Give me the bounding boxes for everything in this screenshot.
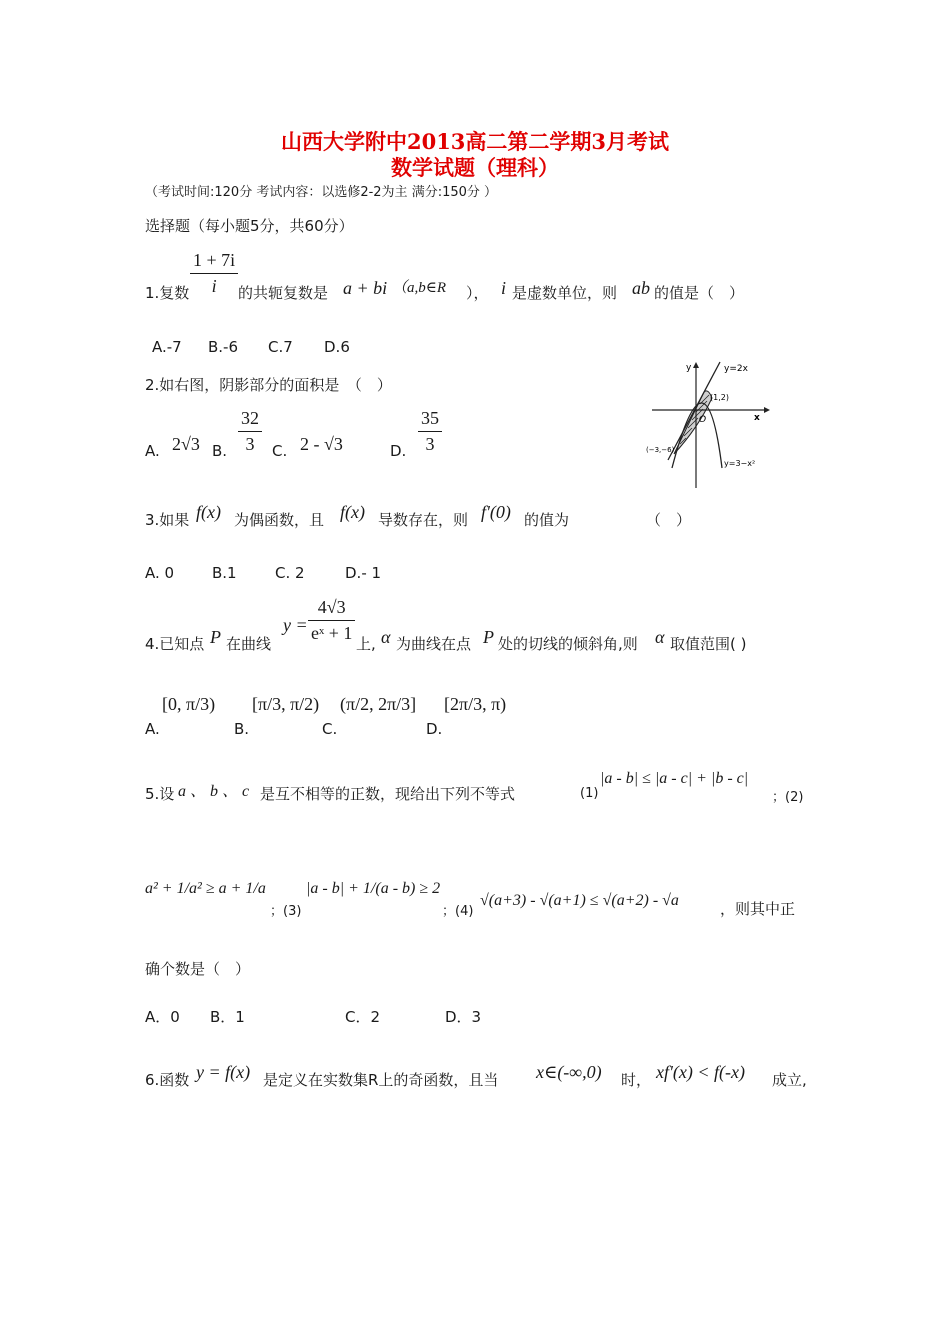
- q2-option-c-label: C.: [272, 442, 288, 460]
- q2-option-b-label: B.: [212, 442, 228, 460]
- q5-option-b: B．1: [210, 1008, 245, 1026]
- q1-expr1: a + bi: [343, 278, 388, 298]
- q2-label-y: y: [686, 363, 692, 373]
- q2-option-c-value: 2 - √3: [300, 434, 343, 454]
- q3-bracket: （ ）: [646, 511, 692, 529]
- q1-expr3: i: [501, 278, 507, 298]
- q2-option-d-den: 3: [425, 434, 435, 454]
- q5-inequality3: |a - b| + 1/(a - b) ≥ 2: [306, 880, 441, 897]
- q5-option-d: D．3: [445, 1008, 482, 1026]
- q4-text-a: 在曲线: [226, 635, 272, 653]
- q2-y-arrow-icon: [693, 362, 699, 368]
- q4-expr-y: y =: [283, 615, 308, 635]
- q4-alpha: α: [381, 627, 391, 647]
- q4-option-a-label: A.: [145, 720, 160, 738]
- q3-text-a: 为偶函数，且: [234, 511, 325, 529]
- q1-expr4: ab: [632, 278, 650, 298]
- q3-expr3: f'(0): [481, 502, 511, 522]
- q4-option-b-label: B.: [234, 720, 250, 738]
- q1-text-d: 的值是（ ）: [654, 284, 745, 302]
- q4-option-d-label: D.: [426, 720, 443, 738]
- q5-inequality1: |a - b| ≤ |a - c| + |b - c|: [600, 770, 749, 787]
- q1-fraction: [190, 250, 238, 297]
- q3-prefix: 3.如果: [145, 511, 190, 529]
- q2-option-d-label: D.: [390, 442, 407, 460]
- q1-option-d: D.6: [324, 338, 350, 356]
- q1-text-b: ），: [466, 284, 489, 302]
- q1-option-c: C.7: [268, 338, 293, 356]
- q1-text-c: 是虚数单位，则: [512, 284, 618, 302]
- q3-text-b: 导数存在，则: [378, 511, 469, 529]
- q2-shaded-region: [674, 391, 712, 454]
- q5-text-b: 是互不相等的正数，现给出下列不等式: [260, 785, 516, 803]
- q2-label-point1: (1,2): [710, 393, 729, 402]
- q1-frac-num: 1 + 7i: [190, 250, 238, 274]
- q6-text-a: 是定义在实数集R上的奇函数，且当: [263, 1071, 499, 1089]
- q5-text-d: 确个数是（ ）: [145, 960, 251, 978]
- q4-point-p: P: [210, 627, 221, 647]
- q5-inequality4: √(a+3) - √(a+1) ≤ √(a+2) - √a: [480, 892, 679, 909]
- q4-text-b: 上,: [356, 635, 376, 653]
- q2-option-a-value: 2√3: [172, 434, 200, 454]
- q4-text-d: 处的切线的倾斜角,则: [498, 635, 638, 653]
- q2-label-x: x: [754, 413, 760, 423]
- q3-option-d: D.- 1: [345, 564, 382, 582]
- q1-prefix: 1.复数: [145, 284, 190, 302]
- q5-mark1: (1): [580, 786, 599, 801]
- q1-text-a: 的共轭复数是: [238, 284, 329, 302]
- q4-point-p2: P: [483, 627, 494, 647]
- exam-info: （考试时间:120分 考试内容：以选修2-2为主 满分:150分 ）: [145, 185, 498, 200]
- q5-variables: a 、 b 、 c: [178, 783, 250, 800]
- q4-frac-den: eˣ + 1: [311, 623, 353, 643]
- exam-title-line2: 数学试题（理科）: [391, 155, 559, 180]
- q5-option-c: C．2: [345, 1008, 381, 1026]
- q2-label-origin: O: [699, 415, 707, 425]
- q4-text-c: 为曲线在点: [396, 635, 472, 653]
- q2-label-line: y=2x: [724, 364, 748, 374]
- q2-option-b-fraction: [238, 408, 262, 455]
- q4-option-c-label: C.: [322, 720, 338, 738]
- q2-line: [668, 362, 720, 460]
- q1-expr2: （a,b∈R: [392, 280, 447, 296]
- q6-expr1: y = f(x): [196, 1062, 251, 1082]
- q5-prefix: 5.设: [145, 785, 175, 803]
- q1-option-a: A.-7: [152, 338, 182, 356]
- q2-x-arrow-icon: [764, 407, 770, 413]
- q4-alpha2: α: [655, 627, 665, 647]
- q3-option-b: B.1: [212, 564, 237, 582]
- q5-mark3: ；(3): [270, 904, 302, 919]
- q4-text-e: 取值范围( ): [670, 635, 747, 653]
- q4-frac-num: 4√3: [308, 597, 355, 621]
- q4-option-a-value: [0, π/3): [162, 694, 216, 714]
- q3-expr2: f(x): [340, 502, 365, 522]
- q6-prefix: 6.函数: [145, 1071, 190, 1089]
- q6-expr2: x∈(-∞,0): [536, 1062, 602, 1082]
- exam-title-line1: 山西大学附中2013高二第二学期3月考试: [280, 129, 670, 154]
- q6-expr3: xf'(x) < f(-x): [656, 1062, 745, 1082]
- q4-prefix: 4.已知点: [145, 635, 205, 653]
- q1-frac-den: i: [211, 276, 217, 296]
- q5-inequality2: a² + 1/a² ≥ a + 1/a: [145, 880, 266, 897]
- q3-option-a: A. 0: [145, 564, 175, 582]
- q2-option-a-label: A.: [145, 442, 160, 460]
- q5-option-a: A．0: [145, 1008, 180, 1026]
- q3-text-c: 的值为: [524, 511, 570, 529]
- q5-text-c: ，则其中正: [720, 900, 796, 918]
- q2-label-point2: (−3,−6): [646, 446, 675, 454]
- q2-figure: [646, 358, 778, 490]
- section-heading: 选择题（每小题5分，共60分）: [145, 217, 354, 235]
- q6-text-b: 时，: [621, 1071, 652, 1089]
- q5-mark4: ；(4): [442, 904, 474, 919]
- q4-fraction: [308, 597, 355, 644]
- q2-option-d-num: 35: [418, 408, 442, 432]
- q2-stem: 2.如右图，阴影部分的面积是 （ ）: [145, 376, 392, 394]
- q2-option-b-den: 3: [245, 434, 255, 454]
- q3-expr1: f(x): [196, 502, 221, 522]
- q6-text-c: 成立,: [772, 1071, 807, 1089]
- q2-option-d-fraction: [418, 408, 442, 455]
- q4-option-d-value: [2π/3, π): [444, 694, 507, 714]
- q3-option-c: C. 2: [275, 564, 305, 582]
- q1-option-b: B.-6: [208, 338, 239, 356]
- q5-mark2: ；(2): [772, 790, 804, 805]
- q4-option-c-value: (π/2, 2π/3]: [340, 694, 417, 714]
- q2-label-curve: y=3−x²: [724, 459, 756, 468]
- q4-option-b-value: [π/3, π/2): [252, 694, 320, 714]
- q2-option-b-num: 32: [238, 408, 262, 432]
